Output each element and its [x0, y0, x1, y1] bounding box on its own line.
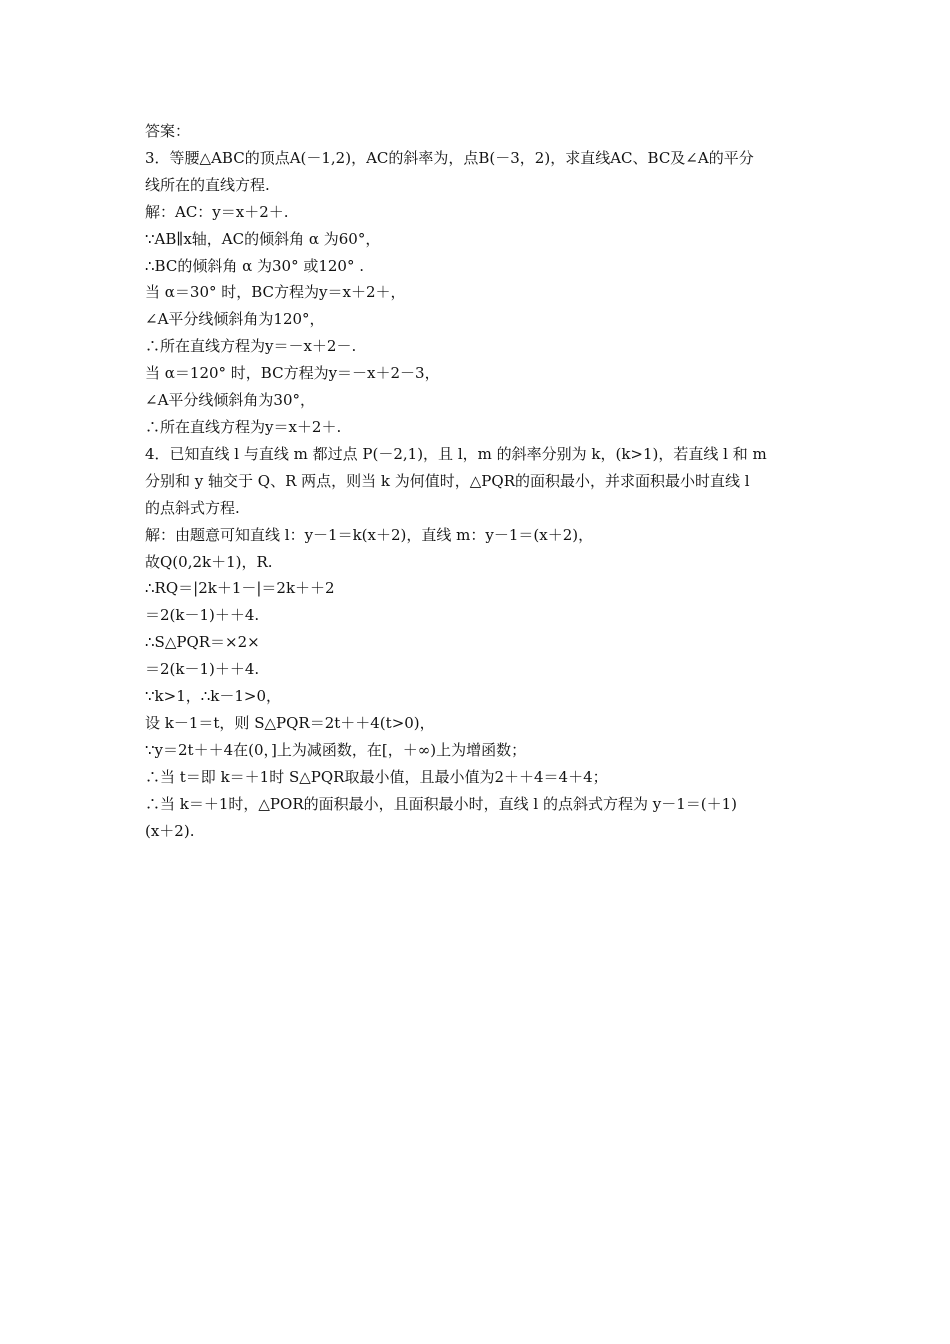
problem-4-solution-line: 解：由题意可知直线 l：y－1＝k(x＋2)，直线 m：y－1＝(x＋2)， — [145, 525, 594, 544]
problem-4-solution-line: ∴RQ＝|2k＋1－|＝2k＋＋2 — [145, 579, 335, 598]
problem-4-solution-line: ∴当 t＝即 k＝＋1时 S△PQR取最小值，且最小值为2＋＋4＝4＋4； — [145, 767, 608, 786]
problem-4-solution-line: ＝2(k－1)＋＋4. — [145, 660, 260, 679]
problem-4-solution-line: ∵y＝2t＋＋4在(0，]上为减函数，在[，＋∞)上为增函数； — [145, 740, 527, 759]
problem-4-solution-line: ∴当 k＝＋1时，△POR的面积最小，且面积最小时，直线 l 的点斜式方程为 y－1＝(＋1) — [145, 794, 737, 813]
problem-3-solution-line: 当 α＝30° 时，BC方程为y＝x＋2＋， — [145, 283, 406, 302]
problem-4-solution-line: ∴S△PQR＝×2× — [145, 633, 260, 652]
problem-4-solution-line: ∵k>1，∴k－1>0， — [145, 687, 282, 706]
problem-4-statement-line-2: 分别和 y 轴交于 Q、R 两点，则当 k 为何值时，△PQR的面积最小，并求面积最小时直线 l — [145, 471, 750, 490]
problem-4-solution-line: 设 k－1＝t，则 S△PQR＝2t＋＋4(t>0)， — [145, 713, 435, 732]
problem-4-statement-line-3: 的点斜式方程. — [145, 498, 240, 517]
problem-3-solution-line: ∴所在直线方程为y＝x＋2＋. — [145, 417, 342, 436]
problem-3-solution-line: ∠A平分线倾斜角为30°， — [145, 391, 315, 410]
problem-3-solution-line: ∴所在直线方程为y＝－x＋2－. — [145, 337, 357, 356]
problem-4-solution-line: ＝2(k－1)＋＋4. — [145, 606, 260, 625]
problem-4-solution-line: 故Q(0,2k＋1)，R. — [145, 552, 273, 571]
problem-3-solution-line: 当 α＝120° 时，BC方程为y＝－x＋2－3， — [145, 364, 440, 383]
problem-4-solution-line: (x＋2). — [145, 821, 195, 840]
problem-3-solution-line: ∴BC的倾斜角 α 为30° 或120° . — [145, 256, 365, 275]
problem-3-statement-line-1: 3．等腰△ABC的顶点A(－1,2)，AC的斜率为，点B(－3，2)，求直线AC、BC及∠A的平分 — [145, 148, 754, 167]
problem-3-solution-line: ∠A平分线倾斜角为120°， — [145, 310, 325, 329]
answer-heading: 答案： — [145, 122, 191, 140]
problem-3-solution-line: ∵AB∥x轴，AC的倾斜角 α 为60°， — [145, 229, 381, 248]
problem-3-statement-line-2: 线所在的直线方程. — [145, 175, 270, 194]
document-body — [145, 118, 815, 844]
problem-3-solution-line: 解：AC：y＝x＋2＋. — [145, 202, 289, 221]
problem-4-statement-line-1: 4．已知直线 l 与直线 m 都过点 P(－2,1)，且 l，m 的斜率分别为 k，(k>1)，若直线 l 和 m — [145, 444, 767, 463]
